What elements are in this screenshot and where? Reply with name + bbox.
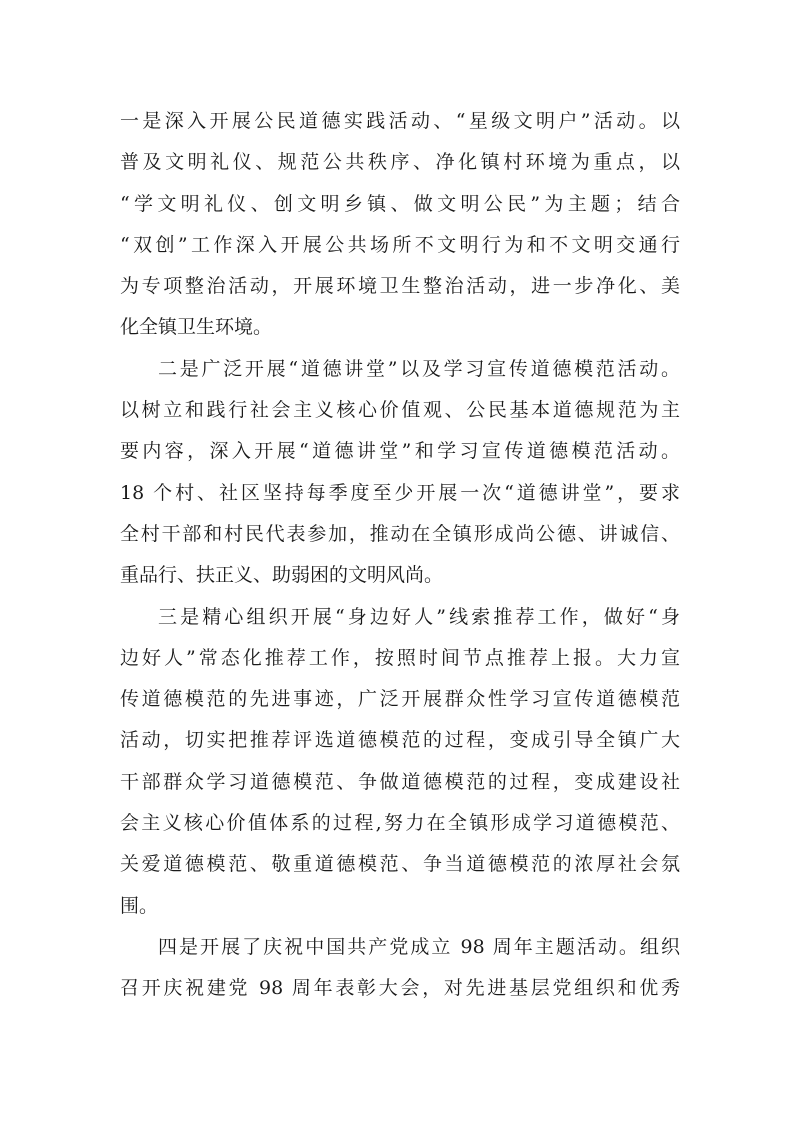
text-line: 边好人”常态化推荐工作，按照时间节点推荐上报。大力宣 (120, 646, 680, 669)
text-line: “双创”工作深入开展公共场所不文明行为和不文明交通行 (120, 233, 680, 256)
text-line: 关爱道德模范、敬重道德模范、争当道德模范的浓厚社会氛 (120, 853, 680, 876)
text-line: 会主义核心价值体系的过程,努力在全镇形成学习道德模范、 (120, 812, 680, 835)
text-line: 要内容，深入开展“道德讲堂”和学习宣传道德模范活动。 (120, 440, 680, 463)
text-line: 活动，切实把推荐评选道德模范的过程，变成引导全镇广大 (120, 729, 680, 752)
text-line: 一是深入开展公民道德实践活动、“星级文明户”活动。以 (120, 110, 680, 132)
document-body (120, 101, 680, 1010)
text-line: 围。 (120, 894, 159, 917)
paragraph-1 (120, 101, 680, 349)
text-line: 普及文明礼仪、规范公共秩序、净化镇村环境为重点，以 (120, 151, 680, 174)
text-line: 二是广泛开展“道德讲堂”以及学习宣传道德模范活动。 (158, 357, 680, 380)
text-line: 三是精心组织开展“身边好人”线索推荐工作，做好“身 (158, 605, 680, 628)
text-line: 四是开展了庆祝中国共产党成立 98 周年主题活动。组织 (158, 935, 680, 958)
text-line: 传道德模范的先进事迹，广泛开展群众性学习宣传道德模范 (120, 688, 680, 711)
paragraph-2 (120, 349, 680, 597)
paragraph-3 (120, 597, 680, 927)
text-line: 全村干部和村民代表参加，推动在全镇形成尚公德、讲诚信、 (120, 522, 680, 545)
text-line: 干部群众学习道德模范、争做道德模范的过程，变成建设社 (120, 770, 680, 793)
paragraph-4 (120, 927, 680, 1010)
text-line: 重品行、扶正义、助弱困的文明风尚。 (120, 564, 444, 587)
text-line: 以树立和践行社会主义核心价值观、公民基本道德规范为主 (120, 399, 680, 422)
text-line: 召开庆祝建党 98 周年表彰大会，对先进基层党组织和优秀 (120, 977, 680, 1000)
text-line: 18 个村、社区坚持每季度至少开展一次“道德讲堂”，要求 (120, 481, 680, 504)
text-line: 化全镇卫生环境。 (120, 316, 273, 339)
text-line: 为专项整治活动，开展环境卫生整治活动，进一步净化、美 (120, 275, 680, 298)
text-line: “学文明礼仪、创文明乡镇、做文明公民”为主题；结合 (120, 192, 680, 215)
